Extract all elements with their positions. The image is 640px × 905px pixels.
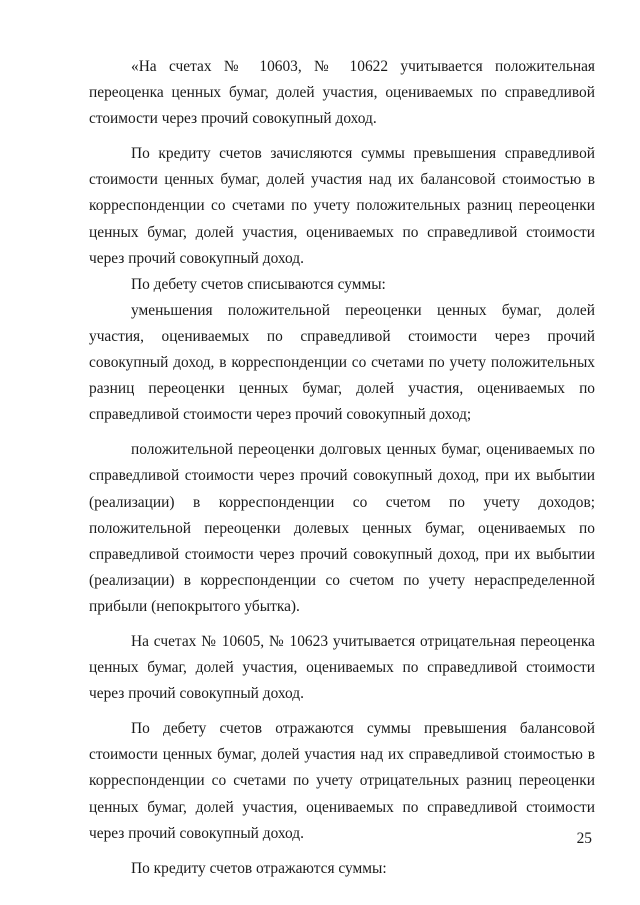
paragraph-accounts-10603-10622: «На счетах № 10603, № 10622 учитывается положительная переоценка ценных бумаг, долей участия, оцениваемых по справедливой стоимости через прочий совокупный доход. — [89, 58, 595, 128]
paragraph-debit-disposal: положительной переоценки долговых ценных бумаг, оцениваемых по справедливой стоимости через прочий совокупный доход, при их выбытии (реализации) в корреспонденции со счетом по учету доходов; положительной переоценки долевых ценных бумаг, оцениваемых по справедливой стоимости через прочий совокупный доход, при их выбытии (реализации) в корреспонденции со счетом по учету нераспределенной прибыли (непокрытого убытка). — [89, 441, 595, 615]
paragraph-debit-intro: По дебету счетов списываются суммы: — [131, 275, 386, 293]
page-number: 25 — [576, 830, 592, 847]
document-body — [89, 54, 595, 882]
paragraph-debit-negative: По дебету счетов отражаются суммы превышения балансовой стоимости ценных бумаг, долей участия над их справедливой стоимостью в корреспонденции со счетами по учету отрицательных разниц переоценки ценных бумаг, долей участия, оцениваемых по справедливой стоимости через прочий совокупный доход. — [89, 720, 595, 842]
paragraph-credit-intro: По кредиту счетов отражаются суммы: — [131, 859, 387, 877]
paragraph-accounts-10605-10623: На счетах № 10605, № 10623 учитывается отрицательная переоценка ценных бумаг, долей участия, оцениваемых по справедливой стоимости через прочий совокупный доход. — [89, 632, 595, 703]
paragraph-credit-positive: По кредиту счетов зачисляются суммы превышения справедливой стоимости ценных бумаг, долей участия над их балансовой стоимостью в корреспонденции со счетами по учету положительных разниц переоценки ценных бумаг, долей участия, оцениваемых по справедливой стоимости через прочий совокупный доход. — [89, 145, 595, 267]
paragraph-debit-decrease: уменьшения положительной переоценки ценных бумаг, долей участия, оцениваемых по справедливой стоимости через прочий совокупный доход, в корреспонденции со счетами по учету положительных разниц переоценки ценных бумаг, долей участия, оцениваемых по справедливой стоимости через прочий совокупный доход; — [89, 301, 595, 424]
